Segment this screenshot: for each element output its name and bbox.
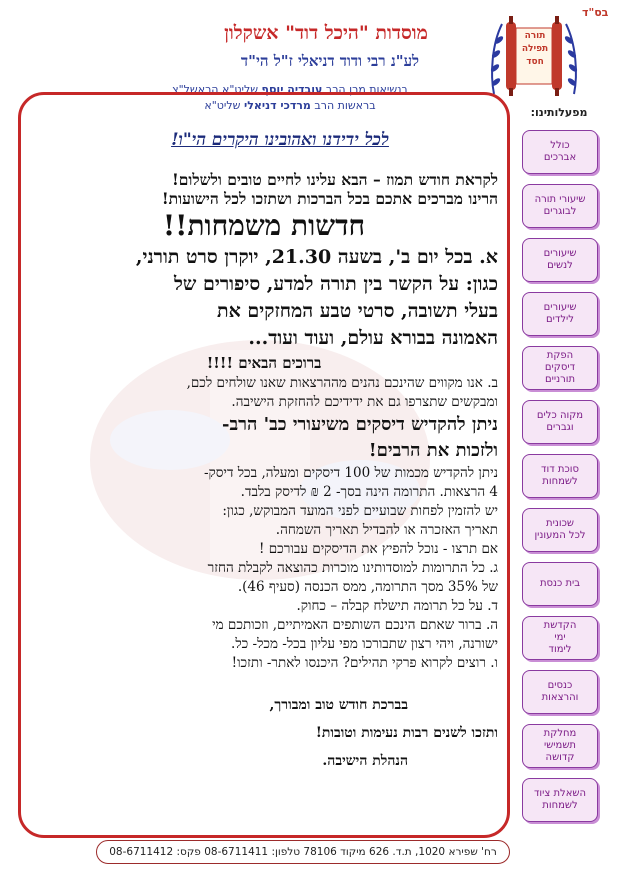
sidebar-title: מפעלותינו: [530,106,588,119]
disc-line-2: 4 הרצאות. התרומה הינה בסך- 2 ₪ לדיסק בלבד. [240,484,498,500]
dedicate-line-1: ניתן להקדיש דיסקים משיעורי כב' הרב- [221,414,498,435]
footer-address: רח' שפירא 1020, ת.ד. 626 מיקוד 78106 טלפון: 08-6711411 פקס: 08-6711412 [96,840,510,864]
sidebar-item-shuttle: שכונית לכל המעונין [522,508,598,552]
sidebar-item-lessons-women: שיעורים לנשים [522,238,598,282]
dedicate-line-2: ולזכות את הרבים! [368,440,498,461]
headline: חדשות משמחות!! [162,209,366,242]
item-b-line-1: ב. אנו מקווים שהינכם נהנים מההרצאות שאנו שולחים לכם, [186,375,498,391]
item-g-line-2: של 35% מסך התרומה, ממס הכנסה (סעיף 46). [237,579,498,595]
item-h-line-2: ישורנה, ויהי רצון שתבורכו מפי עליון בכל- מכל- כל. [231,636,498,652]
greeting: לכל ידידנו ואהובינו היקרים הי"ו! [171,130,389,150]
patron-lines: בנשיאות מרן הרב עובדיה יוסף שליט"א הראשל"צ בראשות הרב מרדכי דניאלי שליט"א [172,83,408,112]
sidebar-item-cd-production: הפקת דיסקים תורניים [522,346,598,390]
item-g-line-1: ג. כל התרומות למוסדותינו מוכרות כהוצאה לקבלת החזר [207,560,498,576]
intro-line-2: הרינו מברכים אתכם בכל הברכות ושתזכו לכל הישועות! [161,189,498,208]
disc-line-4: תאריך האזכרה או להבדיל תאריך השמחה. [275,522,498,538]
sidebar-item-synagogue: בית כנסת [522,562,598,606]
sidebar-item-lessons-children: שיעורים לילדים [522,292,598,336]
item-v: ו. רוצים לקרוא פרקי תהילים? היכנסו לאתר- ותזכו! [231,655,498,671]
sidebar-item-sukkat-david: סוכת דוד לשמחות [522,454,598,498]
disc-line-1: ניתן להקדיש מכמות של 100 דיסקים ומעלה, בכל דיסק- [203,465,498,481]
sidebar-item-religious-items: מחלקת תשמישי קדושה [522,724,598,768]
item-a-line-2: כגון: על הקשר בין תורה למדע, סיפורים של [174,273,498,295]
item-a-line-3: בעלי תשובה, סרטי טבע המחזקים את [217,300,498,322]
sidebar-item-torah-lessons-adults: שיעורי תורה לבוגרים [522,184,598,228]
welcome-line: ברוכים הבאים !!!! [206,354,322,372]
closing-2: ותזכו לשנים רבות נעימות וטובות! [315,725,498,741]
letter-body [30,170,498,775]
disc-line-3: יש להזמין לפחות שבועיים לפני המועד המבוקש, כגון: [222,503,498,519]
dedication: לע"נ רבי ודוד דניאלי ז"ל הי"ד [240,52,420,70]
intro-line-1: לקראת חודש תמוז – הבא עלינו לחיים טובים ולשלום! [171,170,498,189]
bsd-mark: בס"ד [582,6,609,19]
sidebar-item-mikveh: מקוה כלים וגברים [522,400,598,444]
item-h-line-1: ה. ברור שאתם הינכם השותפים האמיתיים, וזכותכם מי [212,617,498,633]
sidebar-item-equipment-loan: השאלת ציוד לשמחות [522,778,598,822]
item-d: ד. על כל תרומה תישלח קבלה – כחוק. [296,598,498,614]
sidebar-item-kollel: כולל אברכים [522,130,598,174]
closing-3: הנהלת הישיבה. [322,753,408,769]
sidebar-item-conferences: כנסים והרצאות [522,670,598,714]
item-b-line-2: ומבקשים שתצרפו גם את ידידיכם להחזקת הישיבה. [231,394,498,410]
item-a-line-4: האמונה בבורא עולם, ועוד ועוד... [248,327,498,349]
emblem-text: תורה תפילה חסד [521,31,549,67]
sidebar-item-study-days: הקדשת ימי לימוד [522,616,598,660]
org-title: מוסדות "היכל דוד" אשקלון [224,22,428,44]
item-a-line-1: א. בכל יום ב', בשעה 21.30, יוקרן סרט תורני, [135,246,498,268]
closing-1: בברכת חודש טוב ומבורך, [269,697,408,713]
disc-line-5: אם תרצו - נוכל להפיץ את הדיסקים עבורכם ! [259,541,498,557]
